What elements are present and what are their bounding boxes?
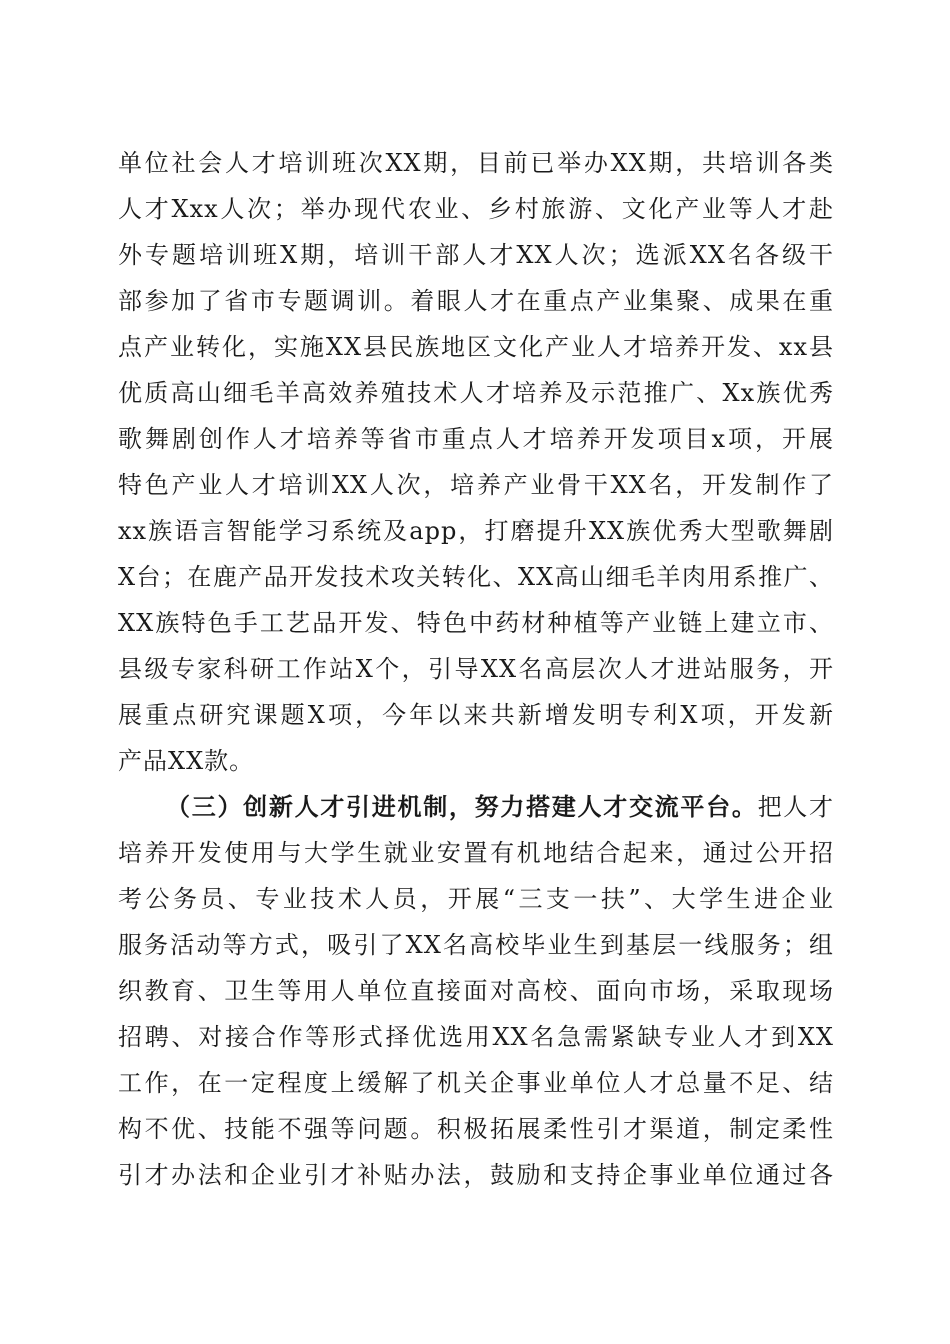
- paragraph-1: [118, 140, 834, 784]
- text-line: xx族语言智能学习系统及app，打磨提升XX族优秀大型歌舞剧: [118, 517, 834, 545]
- text-line: 单位社会人才培训班次XX期，目前已举办XX期，共培训各类: [118, 149, 834, 177]
- heading-continuation: 把人才: [757, 793, 835, 821]
- paragraph-2: [118, 784, 834, 1198]
- text-line: 优质高山细毛羊高效养殖技术人才培养及示范推广、Xx族优秀: [118, 379, 834, 407]
- text-line: XX族特色手工艺品开发、特色中药材种植等产业链上建立市、: [118, 609, 834, 637]
- text-line: 特色产业人才培训XX人次，培养产业骨干XX名，开发制作了: [118, 471, 834, 499]
- text-line: 歌舞剧创作人才培养等省市重点人才培养开发项目x项，开展: [118, 425, 834, 453]
- text-line: 产品XX款。: [118, 747, 255, 775]
- text-line: 构不优、技能不强等问题。积极拓展柔性引才渠道，制定柔性: [118, 1115, 834, 1143]
- text-line: 引才办法和企业引才补贴办法，鼓励和支持企事业单位通过各: [118, 1161, 834, 1189]
- text-line: 部参加了省市专题调训。着眼人才在重点产业集聚、成果在重: [118, 287, 834, 315]
- text-line: 外专题培训班X期，培训干部人才XX人次；选派XX名各级干: [118, 241, 834, 269]
- paragraph-first-line: [118, 784, 834, 830]
- text-line: 培养开发使用与大学生就业安置有机地结合起来，通过公开招: [118, 839, 834, 867]
- text-line: 招聘、对接合作等形式择优选用XX名急需紧缺专业人才到XX: [118, 1023, 834, 1051]
- text-line: 人才Xxx人次；举办现代农业、乡村旅游、文化产业等人才赴: [118, 195, 834, 223]
- text-line: 考公务员、专业技术人员，开展“三支一扶”、大学生进企业: [118, 885, 834, 913]
- text-line: 织教育、卫生等用人单位直接面对高校、面向市场，采取现场: [118, 977, 834, 1005]
- text-line: 展重点研究课题X项，今年以来共新增发明专利X项，开发新: [118, 701, 834, 729]
- text-line: 点产业转化，实施XX县民族地区文化产业人才培养开发、xx县: [118, 333, 834, 361]
- section-heading: （三）创新人才引进机制，努力搭建人才交流平台。: [166, 792, 758, 821]
- text-line: X台；在鹿产品开发技术攻关转化、XX高山细毛羊肉用系推广、: [118, 563, 834, 591]
- body-text: [118, 140, 834, 1198]
- text-line: 县级专家科研工作站X个，引导XX名高层次人才进站服务，开: [118, 655, 834, 683]
- text-line: 工作，在一定程度上缓解了机关企事业单位人才总量不足、结: [118, 1069, 834, 1097]
- text-line: 服务活动等方式，吸引了XX名高校毕业生到基层一线服务；组: [118, 931, 834, 959]
